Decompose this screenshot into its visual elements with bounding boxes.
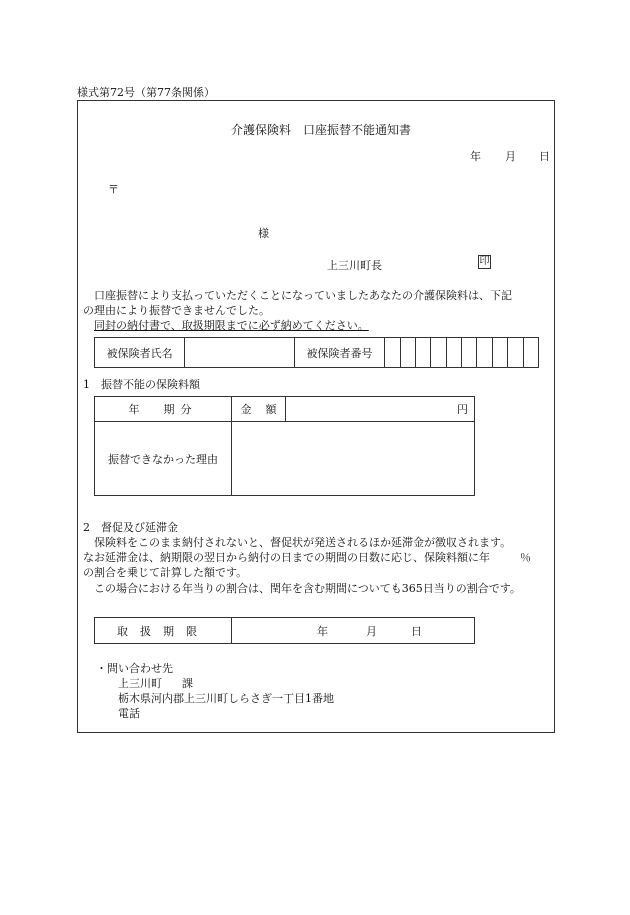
postal-mark: 〒 [108, 183, 119, 196]
insured-number-digit [523, 338, 538, 368]
amount-table [94, 396, 475, 496]
section-2-title: 2 督促及び延滞金 [83, 521, 178, 534]
insured-name-label: 被保険者氏名 [95, 338, 185, 368]
section-1-title: 1 振替不能の保険料額 [83, 378, 200, 391]
contact-dept-town: 上三川町 [118, 677, 162, 690]
insured-number-digit [492, 338, 507, 368]
contact-dept-suffix: 課 [182, 677, 193, 690]
contact-address: 栃木県河内郡上三川町しらさぎ一丁目1番地 [118, 692, 334, 705]
insured-number-label: 被保険者番号 [294, 338, 384, 368]
deadline-month: 月 [366, 624, 377, 638]
insured-number-digit [446, 338, 461, 368]
contact-title: ・問い合わせ先 [96, 662, 173, 675]
deadline-year: 年 [317, 624, 328, 638]
section-2-percent: ％ [520, 551, 531, 564]
deadline-day: 日 [411, 624, 422, 638]
insured-name-cell [185, 338, 295, 368]
body-line-3: 同封の納付書で、取扱期限までに必ず納めてください。 [94, 319, 369, 332]
period-label [95, 397, 232, 422]
insured-table [94, 337, 539, 368]
form-number: 様式第72号（第77条関係） [77, 86, 215, 99]
insured-number-digit [400, 338, 415, 368]
insured-number-digit [477, 338, 492, 368]
section-2-line-2a: なお延滞金は、納期限の翌日から納付の日までの期間の日数に応じ、保険料額に年 [83, 551, 490, 564]
body-line-1: 口座振替により支払っていただくことになっていましたあなたの介護保険料は、下記 [94, 289, 512, 302]
addressee-suffix: 様 [258, 227, 269, 240]
period-year-label: 年 [128, 403, 140, 416]
amount-label [232, 397, 286, 422]
insured-number-digit [385, 338, 400, 368]
contact-dept [118, 675, 193, 691]
sender-name: 上三川町長 [327, 259, 382, 272]
insured-number-digit [431, 338, 446, 368]
section-2-line-3: の割合を乗じて計算した額です。 [83, 566, 248, 579]
insured-number-digit [508, 338, 523, 368]
deadline-value-cell [232, 618, 475, 644]
date-day: 日 [539, 150, 550, 163]
insured-number-digit [415, 338, 430, 368]
yen-unit: 円 [457, 403, 468, 416]
deadline-table [94, 617, 475, 644]
date-year: 年 [470, 150, 481, 163]
section-2-line-1: 保険料をこのまま納付されないと、督促状が発送されるほか延滞金が徴収されます。 [94, 536, 512, 549]
section-2-line-4: この場合における年当りの割合は、閏年を含む期間についても365日当りの割合です。 [94, 582, 521, 595]
amount-value-cell [286, 397, 475, 422]
deadline-label: 取扱期限 [95, 618, 232, 644]
amount-label-2: 額 [265, 403, 277, 416]
amount-label-1: 金 [240, 403, 252, 416]
reason-label: 振替できなかった理由 [95, 422, 232, 496]
seal-mark: 印 [479, 256, 490, 267]
date-month: 月 [505, 150, 516, 163]
document-title: 介護保険料 口座振替不能通知書 [231, 123, 412, 137]
period-rest-label: 期分 [163, 403, 198, 416]
reason-value-cell [232, 422, 475, 496]
body-line-2: の理由により振替できませんでした。 [83, 304, 270, 317]
insured-number-digit [462, 338, 477, 368]
contact-phone-label: 電話 [118, 707, 140, 720]
section-2-line-2 [83, 549, 531, 565]
